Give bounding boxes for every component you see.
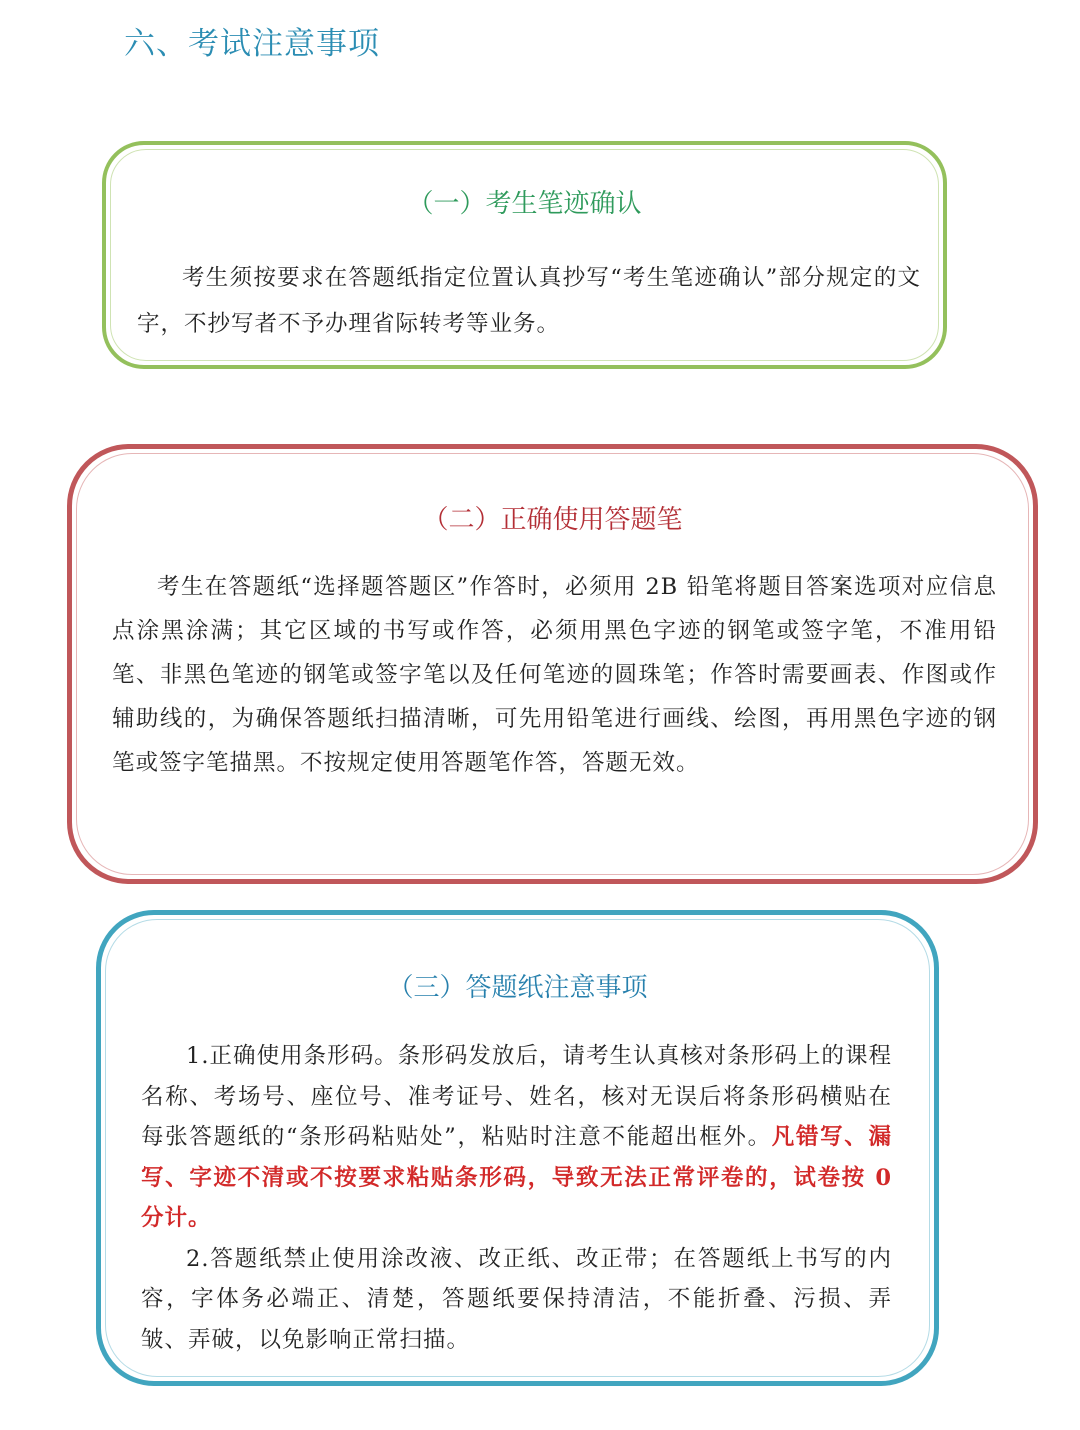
- answer-pen-box: [67, 444, 1038, 884]
- answer-pen-title: （二）正确使用答题笔: [422, 505, 683, 535]
- handwriting-confirmation-title: （一）考生笔迹确认: [407, 189, 642, 219]
- handwriting-confirmation-box: [102, 141, 947, 369]
- barcode-warning: 凡错写、漏写、字迹不清或不按要求粘贴条形码，导致无法正常评卷的，试卷按 0 分计。: [141, 1124, 892, 1231]
- section-heading: 六、考试注意事项: [124, 26, 380, 62]
- answer-sheet-notes-body: [141, 1036, 892, 1360]
- answer-pen-text: 考生在答题纸“选择题答题区”作答时，必须用 2B 铅笔将题目答案选项对应信息点涂黑涂满；其它区域的书写或作答，必须用黑色字迹的钢笔或签字笔，不准用铅笔、非黑色笔迹的钢笔或签字笔以及任何笔迹的圆珠笔；作答时需要画表、作图或作辅助线的，为确保答题纸扫描清晰，可先用铅笔进行画线、绘图，再用黑色字迹的钢笔或签字笔描黑。不按规定使用答题笔作答，答题无效。: [112, 574, 997, 776]
- handwriting-confirmation-body: [137, 255, 921, 347]
- handwriting-confirmation-text: 考生须按要求在答题纸指定位置认真抄写“考生笔迹确认”部分规定的文字，不抄写者不予办理省际转考等业务。: [137, 265, 921, 337]
- answer-sheet-notes-box: [96, 910, 939, 1386]
- answer-pen-body: [112, 565, 997, 785]
- answer-sheet-care-instruction: 2.答题纸禁止使用涂改液、改正纸、改正带；在答题纸上书写的内容，字体务必端正、清楚，答题纸要保持清洁，不能折叠、污损、弄皱、弄破，以免影响正常扫描。: [141, 1245, 892, 1353]
- barcode-instruction-text: 1.正确使用条形码。条形码发放后，请考生认真核对条形码上的课程名称、考场号、座位号、准考证号、姓名，核对无误后将条形码横贴在每张答题纸的“条形码粘贴处”，粘贴时注意不能超出框外。: [141, 1043, 892, 1150]
- answer-sheet-notes-title: （三）答题纸注意事项: [387, 973, 648, 1003]
- barcode-instruction: [141, 1036, 892, 1239]
